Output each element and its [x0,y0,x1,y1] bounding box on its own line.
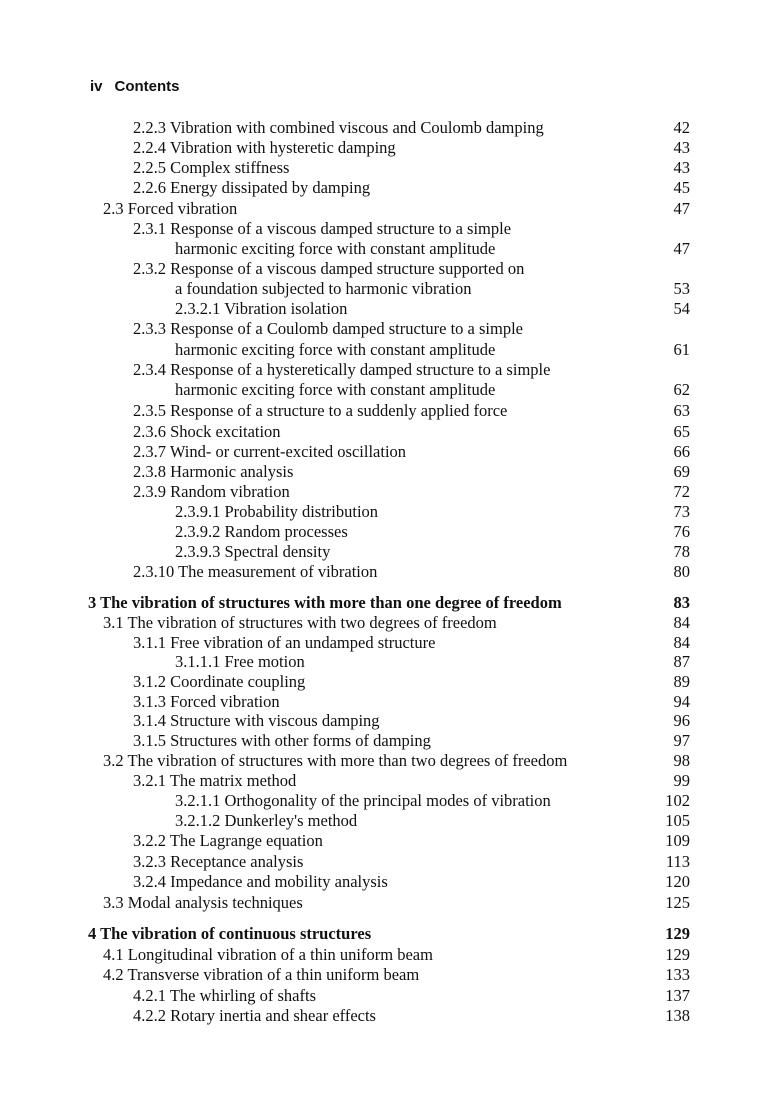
section-title: Dunkerley's method [224,811,358,830]
section-title: Longitudinal vibration of a thin uniform beam [127,945,433,964]
section-number: 3.1.1 [133,633,166,652]
page-ref: 113 [665,852,690,871]
section-number: 2.3.2 [133,259,166,278]
page-ref: 61 [673,340,690,359]
page-ref: 133 [665,965,690,984]
section-title: Energy dissipated by damping [170,178,371,197]
page-ref: 43 [673,158,690,177]
toc-entry [133,259,524,279]
section-title: Complex stiffness [170,158,290,177]
page-ref: 53 [673,279,690,298]
section-number: 3.2.1.1 [175,791,221,810]
page-ref: 83 [673,593,690,612]
section-title: The whirling of shafts [169,986,317,1005]
section-title: Vibration with hysteretic damping [169,138,396,157]
section-title: The Lagrange equation [169,831,323,850]
section-title: The vibration of continuous structures [100,924,372,943]
toc-entry [133,482,290,502]
section-number: 2.3.7 [133,442,166,461]
section-number: 3.3 [103,893,124,912]
section-number: 3.2 [103,751,124,770]
page-ref: 138 [665,1006,690,1025]
page-ref: 87 [673,652,690,671]
toc-entry [133,771,296,791]
section-number: 4 [88,924,97,943]
toc-entry [133,831,323,851]
toc-entry [133,319,523,339]
section-number: 4.2.1 [133,986,166,1005]
section-title: Shock excitation [170,422,281,441]
page-ref: 72 [673,482,690,501]
toc-entry [133,360,550,380]
section-title: Wind- or current-excited oscillation [169,442,407,461]
toc-entry [133,178,370,198]
page-ref: 66 [673,442,690,461]
section-title: Vibration with combined viscous and Coulomb damping [169,118,544,137]
toc-entry [103,893,303,913]
toc-entry [175,380,495,400]
section-title: Forced vibration [170,692,280,711]
toc-entry [175,652,305,672]
page-ref: 99 [673,771,690,790]
section-title: The vibration of structures with more than one degree of freedom [100,593,562,612]
section-number: 3 [88,593,97,612]
toc-entry [103,199,237,219]
section-title: Response of a hysteretically damped structure to a simple [170,360,551,379]
section-number: 3.2.2 [133,831,166,850]
toc-entry [175,811,357,831]
section-title: Receptance analysis [170,852,304,871]
toc-entry [133,711,380,731]
section-number: 2.3.9.2 [175,522,221,541]
page-ref: 76 [673,522,690,541]
section-title: The vibration of structures with two degrees of freedom [127,613,497,632]
section-number: 2.3 [103,199,124,218]
section-title: Forced vibration [127,199,238,218]
page-ref: 137 [665,986,690,1005]
section-number: 3.2.4 [133,872,166,891]
section-number: 3.2.1 [133,771,166,790]
section-title: The matrix method [169,771,297,790]
page-title: Contents [114,78,180,95]
section-title: a foundation subjected to harmonic vibration [175,279,472,298]
running-header [90,78,192,95]
page-ref: 62 [673,380,690,399]
section-title: Modal analysis techniques [127,893,303,912]
page-ref: 78 [673,542,690,561]
page-ref: 65 [673,422,690,441]
section-title: Response of a Coulomb damped structure to a simple [170,319,523,338]
toc-entry [175,522,348,542]
section-title: Vibration isolation [224,299,348,318]
section-number: 3.1 [103,613,124,632]
page-number: iv [90,78,103,95]
page-ref: 129 [665,945,690,964]
section-number: 2.2.4 [133,138,166,157]
section-number: 2.3.6 [133,422,166,441]
section-number: 3.1.2 [133,672,166,691]
toc-entry [133,138,396,158]
section-title: Orthogonality of the principal modes of vibration [224,791,551,810]
page-ref: 47 [673,199,690,218]
page-ref: 47 [673,239,690,258]
toc-entry [133,118,544,138]
page-ref: 120 [665,872,690,891]
section-title: Spectral density [224,542,331,561]
section-title: The vibration of structures with more than two degrees of freedom [127,751,568,770]
page-ref: 94 [673,692,690,711]
toc-entry [133,158,289,178]
section-number: 2.3.5 [133,401,166,420]
toc-entry [133,986,316,1006]
section-number: 4.1 [103,945,124,964]
section-number: 2.3.9.3 [175,542,221,561]
section-number: 2.3.8 [133,462,166,481]
page-ref: 73 [673,502,690,521]
toc-entry [103,965,419,985]
page-ref: 54 [673,299,690,318]
toc-entry [133,672,305,692]
toc-entry [103,945,433,965]
page-ref: 84 [673,613,690,632]
section-title: Coordinate coupling [170,672,306,691]
page-ref: 129 [665,924,690,943]
section-number: 2.3.2.1 [175,299,221,318]
section-title: Rotary inertia and shear effects [170,1006,376,1025]
section-number: 3.1.5 [133,731,166,750]
section-number: 3.2.1.2 [175,811,221,830]
toc-entry [133,692,280,712]
page-ref: 98 [673,751,690,770]
section-number: 2.2.6 [133,178,166,197]
section-title: Probability distribution [224,502,379,521]
section-number: 4.2 [103,965,124,984]
toc-entry [175,791,551,811]
toc-entry [133,731,431,751]
section-title: Structures with other forms of damping [170,731,431,750]
section-title: Response of a viscous damped structure to a simple [170,219,512,238]
section-number: 2.3.4 [133,360,166,379]
section-title: Free motion [224,652,305,671]
section-number: 2.3.1 [133,219,166,238]
section-title: Structure with viscous damping [170,711,380,730]
toc-entry [175,279,471,299]
section-title: Random vibration [170,482,290,501]
section-title: harmonic exciting force with constant amplitude [175,340,496,359]
toc-entry [103,613,497,633]
toc-entry [133,442,406,462]
toc-chapter-entry [88,924,371,944]
section-number: 3.1.4 [133,711,166,730]
toc-entry [133,872,388,892]
section-number: 2.2.3 [133,118,166,137]
toc-entry [133,422,281,442]
toc-entry [175,340,495,360]
section-number: 2.3.9.1 [175,502,221,521]
page-ref: 105 [665,811,690,830]
toc-entry [175,239,495,259]
page-ref: 45 [673,178,690,197]
section-title: The measurement of vibration [178,562,378,581]
toc-entry [133,852,303,872]
section-number: 2.3.3 [133,319,166,338]
page-ref: 125 [665,893,690,912]
section-number: 2.3.10 [133,562,175,581]
page-ref: 42 [673,118,690,137]
toc-entry [133,1006,376,1026]
section-title: Transverse vibration of a thin uniform beam [127,965,420,984]
page-ref: 89 [673,672,690,691]
section-title: Response of a viscous damped structure supported on [170,259,525,278]
section-number: 2.3.9 [133,482,166,501]
toc-entry [133,633,435,653]
page-ref: 69 [673,462,690,481]
page-ref: 96 [673,711,690,730]
toc-entry [133,562,377,582]
toc-entry [175,299,347,319]
section-number: 4.2.2 [133,1006,166,1025]
section-title: Response of a structure to a suddenly applied force [170,401,508,420]
toc-entry [133,401,507,421]
section-title: Random processes [224,522,348,541]
page-ref: 84 [673,633,690,652]
page-ref: 80 [673,562,690,581]
toc-entry [175,542,330,562]
section-title: harmonic exciting force with constant amplitude [175,239,496,258]
section-title: harmonic exciting force with constant amplitude [175,380,496,399]
toc-entry [103,751,567,771]
page-ref: 63 [673,401,690,420]
section-number: 2.2.5 [133,158,166,177]
section-number: 3.1.3 [133,692,166,711]
page-ref: 109 [665,831,690,850]
toc-entry [175,502,378,522]
page-ref: 97 [673,731,690,750]
section-title: Free vibration of an undamped structure [170,633,436,652]
section-number: 3.1.1.1 [175,652,221,671]
toc-entry [133,462,293,482]
page-ref: 102 [665,791,690,810]
section-number: 3.2.3 [133,852,166,871]
page-ref: 43 [673,138,690,157]
toc-chapter-entry [88,593,562,613]
section-title: Harmonic analysis [170,462,294,481]
section-title: Impedance and mobility analysis [170,872,388,891]
toc-entry [133,219,511,239]
